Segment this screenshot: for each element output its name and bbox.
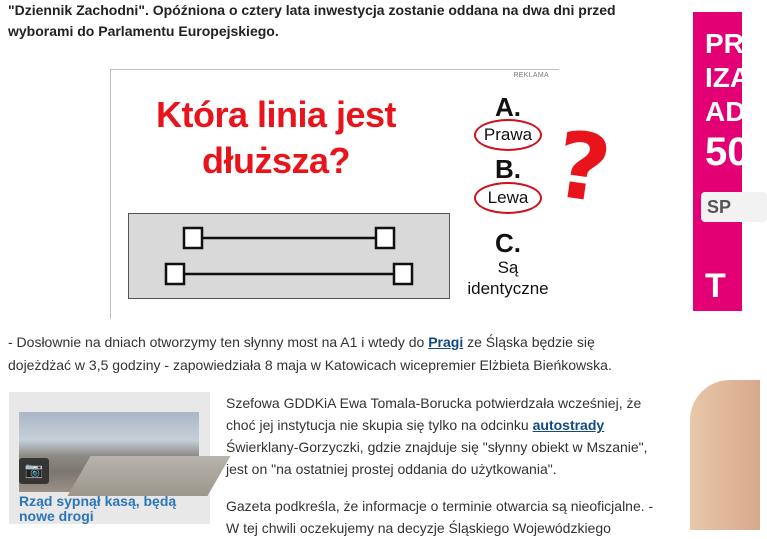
ad-line-4: 50	[705, 130, 750, 174]
link-prague[interactable]: Pragi	[428, 334, 464, 350]
lines-graphic	[129, 214, 449, 298]
link-autostrady[interactable]: autostrady	[532, 417, 605, 433]
option-c-answer	[453, 257, 563, 299]
option-c-line2: identyczne	[467, 279, 549, 298]
ad-banner[interactable]	[110, 69, 617, 319]
article-paragraph-2	[226, 392, 658, 480]
question-mark-icon: ?	[548, 110, 617, 225]
paragraph-text: - Dosłownie na dniach otworzymy ten słynny most na A1 i wtedy do	[8, 334, 429, 350]
ad-line-3: AD	[705, 96, 746, 127]
ad-title	[111, 92, 441, 184]
related-article-box[interactable]	[9, 392, 210, 524]
ad-line-1: PR	[705, 28, 744, 59]
option-c-letter: C.	[495, 228, 521, 258]
paragraph-text: Szefowa GDDKiA Ewa Tomala-Borucka potwierdzała wcześniej, że choć jej instytucja nie skupia się tylko na odcinku	[226, 395, 642, 433]
road-graphic	[67, 456, 230, 496]
ad-title-line1: Która linia jest	[155, 94, 397, 135]
option-a-letter: A.	[495, 92, 521, 122]
paragraph-text: ze Śląska będzie się dojeżdżać w 3,5 godziny - zapowiedziała 8 maja w Katowicach wicepremier Elżbieta Bieńkowska.	[8, 334, 612, 373]
article-paragraph-3: Gazeta podkreśla, że informacje o terminie otwarcia są nieoficjalne. - W tej chwili oczekujemy na decyzje Śląskiego Wojewódzkiego	[226, 498, 654, 536]
article-paragraph-1	[8, 331, 648, 377]
ad-title-line2: dłuższa?	[201, 140, 350, 181]
lines-illustration	[128, 213, 450, 299]
article-lead: "Dziennik Zachodni". Opóźniona o cztery lata inwestycja zostanie oddana na dwa dni przed wyborami do Parlamentu Europejskiego.	[8, 2, 616, 39]
option-b-letter: B.	[495, 154, 521, 184]
telekom-logo-icon: T	[705, 267, 726, 305]
related-article-image[interactable]	[19, 412, 199, 492]
ad-cta-button[interactable]: SP	[701, 192, 767, 222]
option-c-line1: Są	[497, 258, 519, 277]
ad-label: REKLAMA	[513, 72, 549, 79]
option-a-answer: Prawa	[474, 119, 542, 151]
camera-icon: 📷	[19, 458, 49, 484]
paragraph-text: Świerklany-Gorzyczki, gdzie znajduje się "słynny obiekt w Mszanie", jest on "na ostatniej prostej oddania do użytkowania".	[226, 439, 648, 477]
telekom-ad[interactable]	[693, 12, 751, 311]
option-b-answer: Lewa	[474, 182, 542, 214]
ad-person-image	[690, 380, 760, 530]
ad-line-2: IZA	[705, 62, 751, 93]
related-article-title[interactable]: Rząd sypnął kasą, będą nowe drogi	[19, 493, 177, 524]
